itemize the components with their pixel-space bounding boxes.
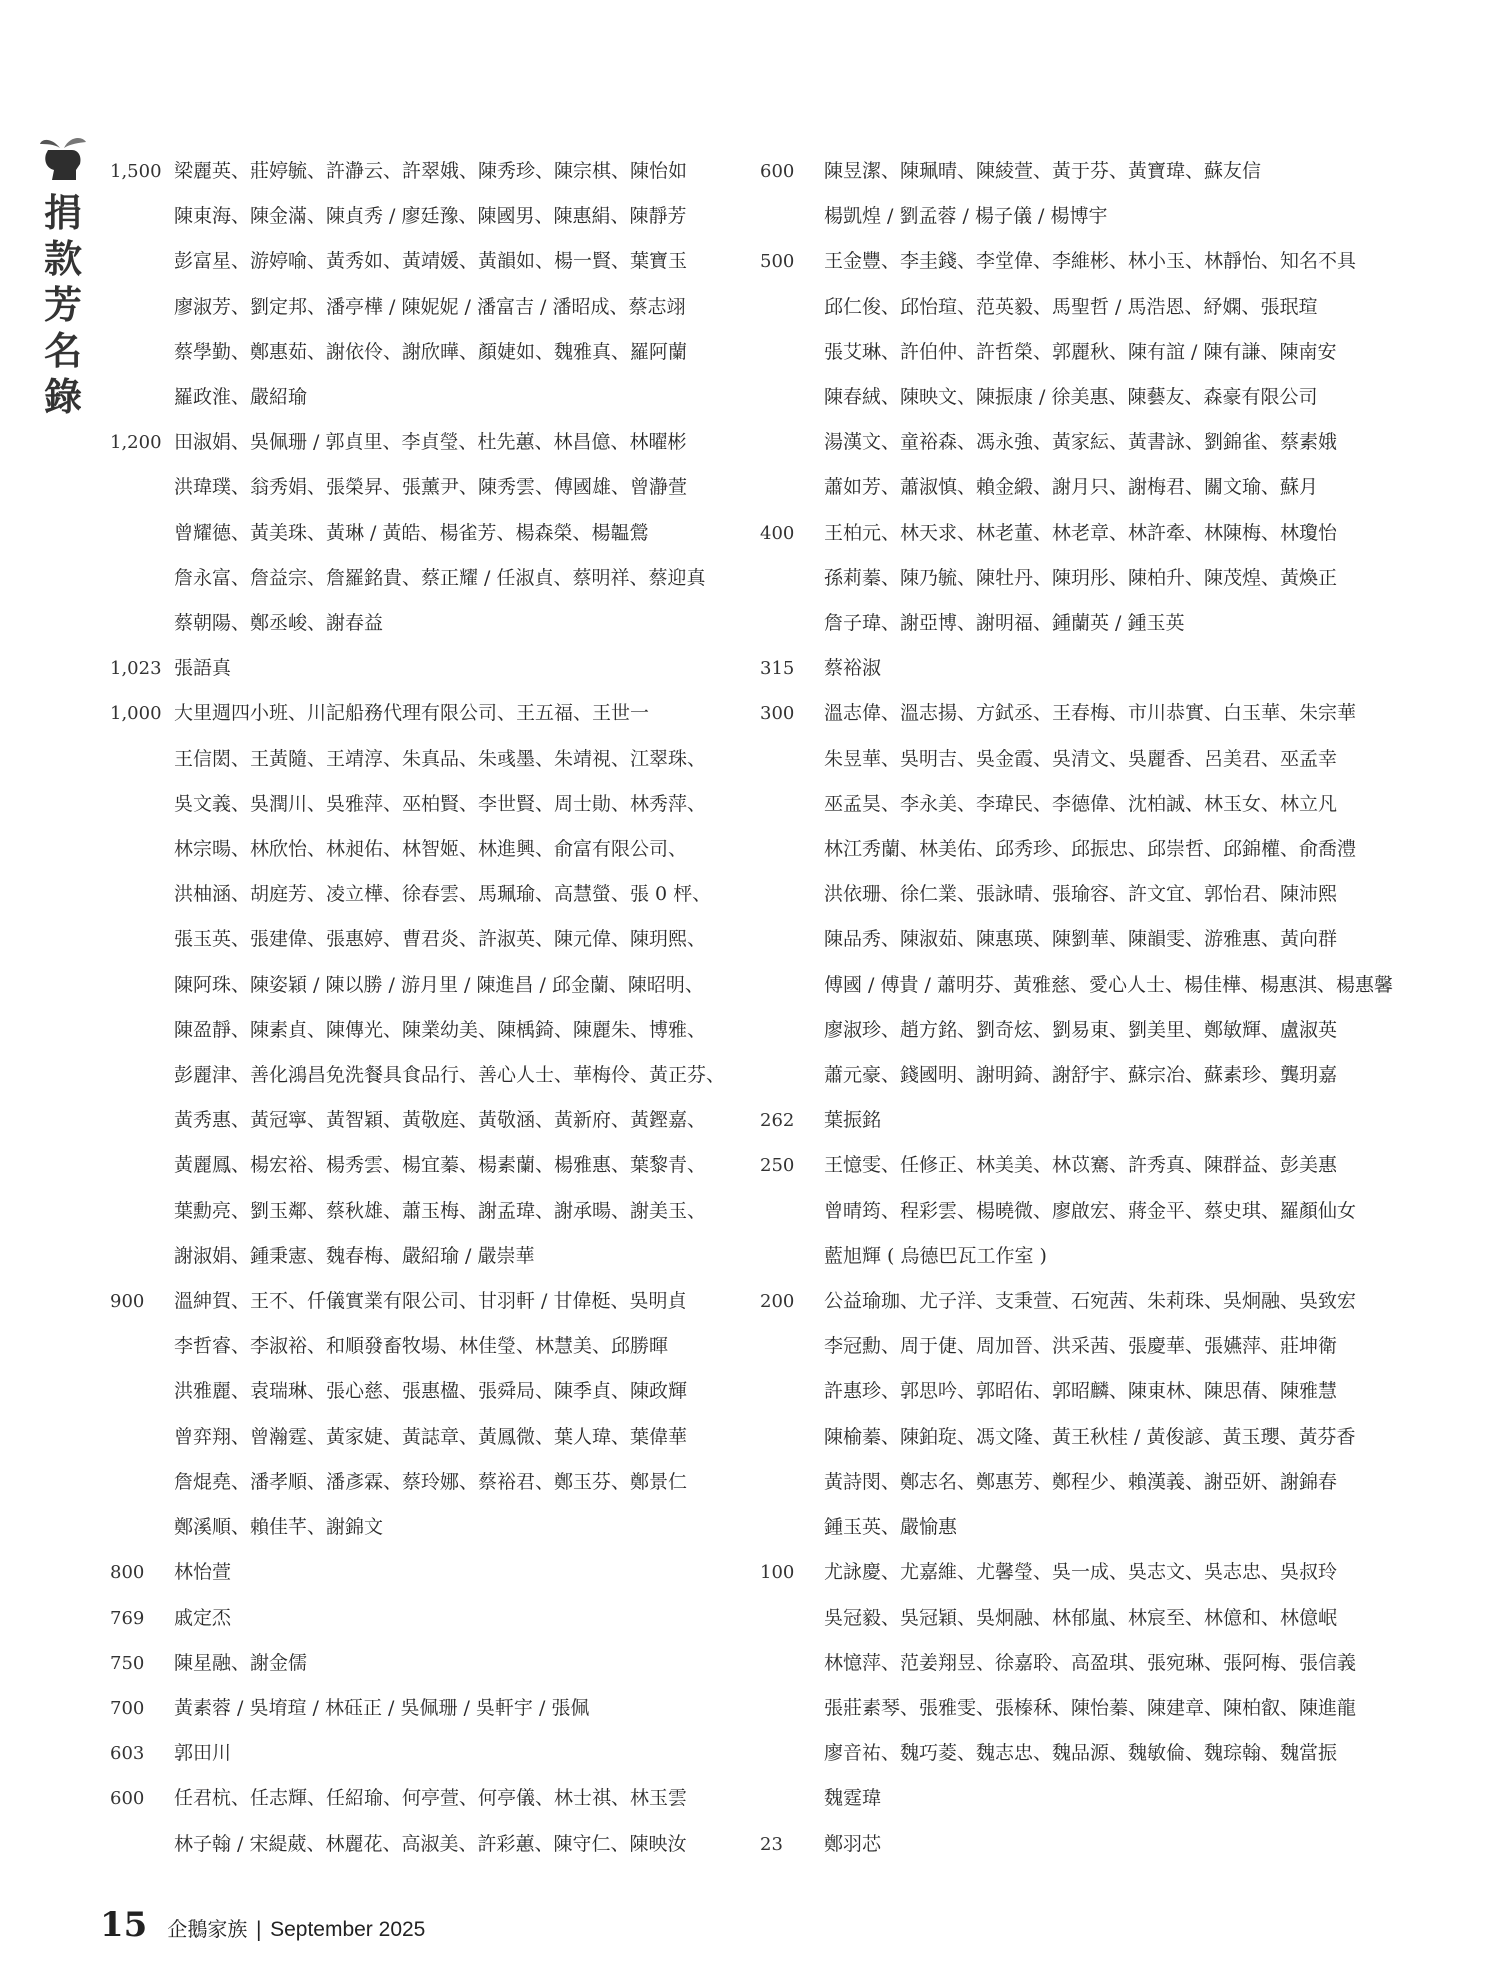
donation-amount: 1,000 (110, 703, 162, 725)
donation-amount: 200 (760, 1291, 795, 1313)
donation-amount: 700 (110, 1697, 145, 1719)
donor-names (824, 1143, 1410, 1279)
donation-group (110, 1686, 760, 1731)
donor-line: 詹永富、詹益宗、詹羅銘貴、蔡正耀 / 任淑貞、蔡明祥、蔡迎真 (174, 566, 706, 589)
donor-line: 陳東海、陳金滿、陳貞秀 / 廖廷豫、陳國男、陳惠絹、陳靜芳 (174, 205, 687, 228)
donor-names (824, 691, 1410, 1098)
donor-names (174, 691, 760, 1279)
donation-amount: 800 (110, 1562, 145, 1584)
title-char: 捐 (43, 191, 82, 235)
donor-line: 陳阿珠、陳姿穎 / 陳以勝 / 游月里 / 陳進昌 / 邱金蘭、陳昭明、 (174, 973, 704, 996)
donor-line: 田淑娟、吳佩珊 / 郭貞里、李貞瑩、杜先蕙、林昌億、林曜彬 (174, 431, 687, 454)
donor-line: 藍旭輝 ( 烏德巴瓦工作室 ) (824, 1244, 1047, 1267)
donor-line: 曾耀德、黃美珠、黃琳 / 黃皓、楊雀芳、楊森榮、楊韞鶯 (174, 521, 649, 544)
donation-group (110, 1731, 760, 1776)
donation-amount: 600 (760, 161, 795, 182)
donor-line: 洪瑋璞、翁秀娟、張榮昇、張薰尹、陳秀雲、傅國雄、曾瀞萱 (174, 476, 688, 499)
donation-amount: 1,023 (110, 658, 162, 680)
donation-group (110, 646, 760, 691)
donation-group (110, 1550, 760, 1595)
donation-amount: 250 (760, 1155, 795, 1177)
donor-line: 謝淑娟、鍾秉憲、魏春梅、嚴紹瑜 / 嚴崇華 (174, 1244, 535, 1267)
donor-line: 王柏元、林天求、林老董、林老章、林許牽、林陳梅、林瓊怡 (824, 521, 1338, 544)
donor-line: 洪雅麗、袁瑞琳、張心慈、張惠楹、張舜局、陳季貞、陳政輝 (174, 1380, 688, 1403)
donor-line: 黃素蓉 / 吳堉瑄 / 林砡正 / 吳佩珊 / 吳軒宇 / 張佩 (174, 1696, 590, 1719)
donor-line: 林江秀蘭、林美佑、邱秀珍、邱振忠、邱崇哲、邱錦權、俞喬澧 (824, 838, 1357, 861)
donor-line: 公益瑜珈、尤子洋、支秉萱、石宛茜、朱莉珠、吳炯融、吳致宏 (824, 1290, 1357, 1313)
donor-line: 黃麗鳳、楊宏裕、楊秀雲、楊宜蓁、楊素蘭、楊雅惠、葉黎青、 (174, 1154, 707, 1177)
donor-line: 楊凱煌 / 劉孟蓉 / 楊子儀 / 楊博宇 (824, 205, 1108, 228)
donor-line: 蔡朝陽、鄭丞峻、謝春益 (174, 612, 384, 635)
donation-amount: 400 (760, 522, 795, 544)
donor-line: 梁麗英、莊婷毓、許瀞云、許翠娥、陳秀珍、陳宗棋、陳怡如 (174, 160, 688, 182)
donor-names (174, 1776, 760, 1866)
donor-line: 王信閎、王黃隨、王靖淳、朱真品、朱彧墨、朱靖視、江翠珠、 (174, 747, 707, 770)
donor-names (824, 1822, 1410, 1867)
donor-line: 魏霆瑋 (824, 1787, 882, 1810)
donor-line: 葉振銘 (824, 1109, 882, 1132)
page-title (38, 190, 88, 420)
donor-line: 朱昱華、吳明吉、吳金霞、吳清文、吳麗香、呂美君、巫孟幸 (824, 747, 1338, 770)
donor-line: 尤詠慶、尤嘉維、尤馨瑩、吳一成、吳志文、吳志忠、吳叔玲 (824, 1561, 1338, 1584)
donor-line: 林宗暘、林欣怡、林昶佑、林智姬、林進興、俞富有限公司、 (174, 838, 688, 861)
donation-amount: 300 (760, 703, 795, 725)
donor-line: 陳品秀、陳淑茹、陳惠瑛、陳劉華、陳韻雯、游雅惠、黃向群 (824, 928, 1338, 951)
donation-group (760, 149, 1410, 239)
donor-line: 湯漢文、童裕森、馮永強、黃家紜、黃書詠、劉錦雀、蔡素娥 (824, 431, 1338, 454)
donor-line: 蔡裕淑 (824, 657, 882, 680)
donor-line: 陳昱潔、陳珮晴、陳綾萱、黃于芬、黃寶瑋、蘇友信 (824, 160, 1262, 182)
donation-group (760, 691, 1410, 1098)
donor-names (174, 1596, 760, 1641)
donor-line: 大里週四小班、川記船務代理有限公司、王五福、王世一 (174, 702, 650, 725)
donor-names (174, 420, 760, 646)
donor-line: 鄭溪順、賴佳芊、謝錦文 (174, 1516, 384, 1539)
donor-line: 詹子瑋、謝亞博、謝明福、鍾蘭英 / 鍾玉英 (824, 612, 1185, 635)
donor-line: 郭田川 (174, 1742, 232, 1765)
donor-line: 張莊素琴、張雅雯、張榛秝、陳怡蓁、陳建章、陳柏叡、陳進龍 (824, 1696, 1357, 1719)
donation-amount: 600 (110, 1788, 145, 1810)
donor-line: 蕭如芳、蕭淑慎、賴金緞、謝月只、謝梅君、關文瑜、蘇月 (824, 476, 1319, 499)
sprout-head-icon (38, 134, 88, 180)
donor-line: 孫莉蓁、陳乃毓、陳牡丹、陳玥彤、陳柏升、陳茂煌、黃煥正 (824, 566, 1338, 589)
donor-line: 戚定㶨 (174, 1606, 232, 1629)
donor-line: 傅國 / 傅貴 / 蕭明芬、黃雅慈、愛心人士、楊佳樺、楊惠淇、楊惠馨 (824, 973, 1393, 996)
donor-line: 巫孟昊、李永美、李瑋民、李德偉、沈柏誠、林玉女、林立凡 (824, 792, 1338, 815)
donor-names (824, 646, 1410, 691)
donation-group (760, 1098, 1410, 1143)
donation-group (110, 1279, 760, 1550)
donor-line: 羅政淮、嚴紹瑜 (174, 386, 308, 409)
donor-line: 洪柚涵、胡庭芳、凌立樺、徐春雲、馬珮瑜、高慧螢、張 0 枰、 (174, 883, 712, 906)
donation-amount: 603 (110, 1743, 145, 1765)
magazine-name: 企鵝家族 (167, 1917, 248, 1941)
donation-amount: 315 (760, 658, 795, 680)
donor-line: 林怡萱 (174, 1561, 232, 1584)
donor-names (174, 149, 760, 420)
donor-line: 蕭元豪、錢國明、謝明錡、謝舒宇、蘇宗冶、蘇素珍、龔玥嘉 (824, 1064, 1338, 1087)
donation-amount: 100 (760, 1562, 795, 1584)
donation-group (110, 420, 760, 646)
footer-separator: | (255, 1917, 263, 1941)
donation-amount: 1,500 (110, 161, 162, 182)
donor-names (824, 239, 1410, 510)
donor-names (174, 1686, 760, 1731)
donor-names (174, 1641, 760, 1686)
donor-line: 洪依珊、徐仁業、張詠晴、張瑜容、許文宜、郭怡君、陳沛熙 (824, 883, 1338, 906)
donation-amount: 23 (760, 1833, 783, 1855)
donation-amount: 500 (760, 251, 795, 273)
donation-group (760, 1143, 1410, 1279)
donor-line: 曾弈翔、曾瀚霆、黃家婕、黃誌章、黃鳳微、葉人瑋、葉偉華 (174, 1425, 688, 1448)
donor-line: 廖淑珍、趙方銘、劉奇炫、劉易東、劉美里、鄭敏輝、盧淑英 (824, 1018, 1338, 1041)
donor-line: 吳冠毅、吳冠穎、吳炯融、林郁嵐、林宸至、林億和、林億岷 (824, 1606, 1338, 1629)
donation-amount: 1,200 (110, 432, 162, 454)
donor-line: 鄭羽芯 (824, 1832, 882, 1855)
donor-names (174, 646, 760, 691)
donor-names (824, 149, 1410, 239)
donor-line: 詹焜堯、潘孝順、潘彥霖、蔡玲娜、蔡裕君、鄭玉芬、鄭景仁 (174, 1470, 688, 1493)
donor-line: 邱仁俊、邱怡瑄、范英毅、馬聖哲 / 馬浩恩、紓嫻、張珉瑄 (824, 295, 1318, 318)
donor-line: 王金豐、李圭錢、李堂偉、李維彬、林小玉、林靜怡、知名不具 (824, 250, 1357, 273)
donor-names (174, 1279, 760, 1550)
donation-amount: 262 (760, 1110, 795, 1132)
donor-names (824, 1098, 1410, 1143)
page-number: 15 (100, 1905, 148, 1945)
title-char: 錄 (43, 375, 82, 419)
donor-list-right (760, 149, 1410, 1867)
donation-group (760, 1822, 1410, 1867)
title-char: 芳 (43, 283, 82, 327)
donation-amount: 750 (110, 1652, 145, 1674)
donation-amount: 769 (110, 1607, 145, 1629)
donor-line: 彭富星、游婷喻、黃秀如、黃靖媛、黃韻如、楊一賢、葉寶玉 (174, 250, 688, 273)
donor-line: 王憶雯、任修正、林美美、林苡騫、許秀真、陳群益、彭美惠 (824, 1154, 1338, 1177)
donor-line: 林子翰 / 宋緹葳、林麗花、高淑美、許彩蕙、陳守仁、陳映汝 (174, 1832, 687, 1855)
donor-line: 溫紳賀、王不、仟儀實業有限公司、甘羽軒 / 甘偉梃、吳明貞 (174, 1290, 687, 1313)
donor-line: 張玉英、張建偉、張惠婷、曹君炎、許淑英、陳元偉、陳玥熙、 (174, 928, 707, 951)
donor-line: 李冠勳、周于倢、周加晉、洪采茜、張慶華、張嬿萍、莊坤衛 (824, 1335, 1338, 1358)
donation-group (110, 1776, 760, 1866)
donation-group (110, 149, 760, 420)
donor-line: 黃詩閔、鄭志名、鄭惠芳、鄭程少、賴漢義、謝亞妍、謝錦春 (824, 1470, 1338, 1493)
donor-line: 吳文義、吳潤川、吳雅萍、巫柏賢、李世賢、周士勛、林秀萍、 (174, 792, 707, 815)
donor-names (824, 511, 1410, 647)
donor-line: 鍾玉英、嚴愉惠 (824, 1516, 958, 1539)
donor-line: 林憶萍、范姜翔昱、徐嘉聆、高盈琪、張宛琳、張阿梅、張信義 (824, 1651, 1357, 1674)
donation-group (760, 511, 1410, 647)
donation-group (760, 1550, 1410, 1821)
donor-line: 陳春絨、陳映文、陳振康 / 徐美惠、陳藝友、森豪有限公司 (824, 386, 1318, 409)
title-char: 款 (43, 237, 82, 281)
donation-group (110, 1641, 760, 1686)
donation-amount: 900 (110, 1291, 145, 1313)
donor-names (824, 1550, 1410, 1821)
donor-line: 張艾琳、許伯仲、許哲榮、郭麗秋、陳有誼 / 陳有謙、陳南安 (824, 340, 1337, 363)
donor-line: 黃秀惠、黃冠寧、黃智穎、黃敬庭、黃敬涵、黃新府、黃鏗嘉、 (174, 1109, 707, 1132)
donation-group (110, 691, 760, 1279)
title-char: 名 (43, 329, 82, 373)
donor-line: 任君杭、任志輝、任紹瑜、何亭萱、何亭儀、林士祺、林玉雲 (174, 1787, 688, 1810)
page-footer (100, 1905, 425, 1945)
sidebar (38, 134, 88, 420)
donor-names (174, 1550, 760, 1595)
donation-group (760, 1279, 1410, 1550)
donor-line: 蔡學勤、鄭惠茹、謝依伶、謝欣曄、顏婕如、魏雅真、羅阿蘭 (174, 340, 688, 363)
donation-group (760, 239, 1410, 510)
donation-group (760, 646, 1410, 691)
donor-line: 陳星融、謝金儒 (174, 1651, 308, 1674)
donor-line: 李哲睿、李淑裕、和順發畜牧場、林佳瑩、林慧美、邱勝暉 (174, 1335, 669, 1358)
donor-line: 曾晴筠、程彩雲、楊曉微、廖啟宏、蔣金平、蔡史琪、羅顏仙女 (824, 1199, 1357, 1222)
donor-line: 廖淑芳、劉定邦、潘亭樺 / 陳妮妮 / 潘富吉 / 潘昭成、蔡志翊 (174, 295, 686, 318)
donor-line: 張語真 (174, 657, 232, 680)
donor-line: 許惠珍、郭思吟、郭昭佑、郭昭麟、陳東林、陳思蒨、陳雅慧 (824, 1380, 1338, 1403)
donor-names (824, 1279, 1410, 1550)
donor-line: 彭麗津、善化鴻昌免洗餐具食品行、善心人士、華梅伶、黃正芬、 (174, 1064, 726, 1087)
donor-line: 廖音祐、魏巧菱、魏志忠、魏品源、魏敏倫、魏琮翰、魏當振 (824, 1742, 1338, 1765)
donor-line: 陳榆蓁、陳鉑琁、馮文隆、黃王秋桂 / 黃俊諺、黃玉瓔、黃芬香 (824, 1425, 1356, 1448)
donation-group (110, 1596, 760, 1641)
donor-names (174, 1731, 760, 1776)
donor-line: 溫志偉、溫志揚、方鉽丞、王春梅、市川恭實、白玉華、朱宗華 (824, 702, 1357, 725)
issue-date: September 2025 (270, 1918, 426, 1941)
donor-list-left (110, 149, 760, 1867)
donor-line: 葉勳亮、劉玉鄰、蔡秋雄、蕭玉梅、謝孟瑋、謝承暘、謝美玉、 (174, 1199, 707, 1222)
donor-line: 陳盈靜、陳素貞、陳傳光、陳業幼美、陳楀錡、陳麗朱、博雅、 (174, 1018, 707, 1041)
